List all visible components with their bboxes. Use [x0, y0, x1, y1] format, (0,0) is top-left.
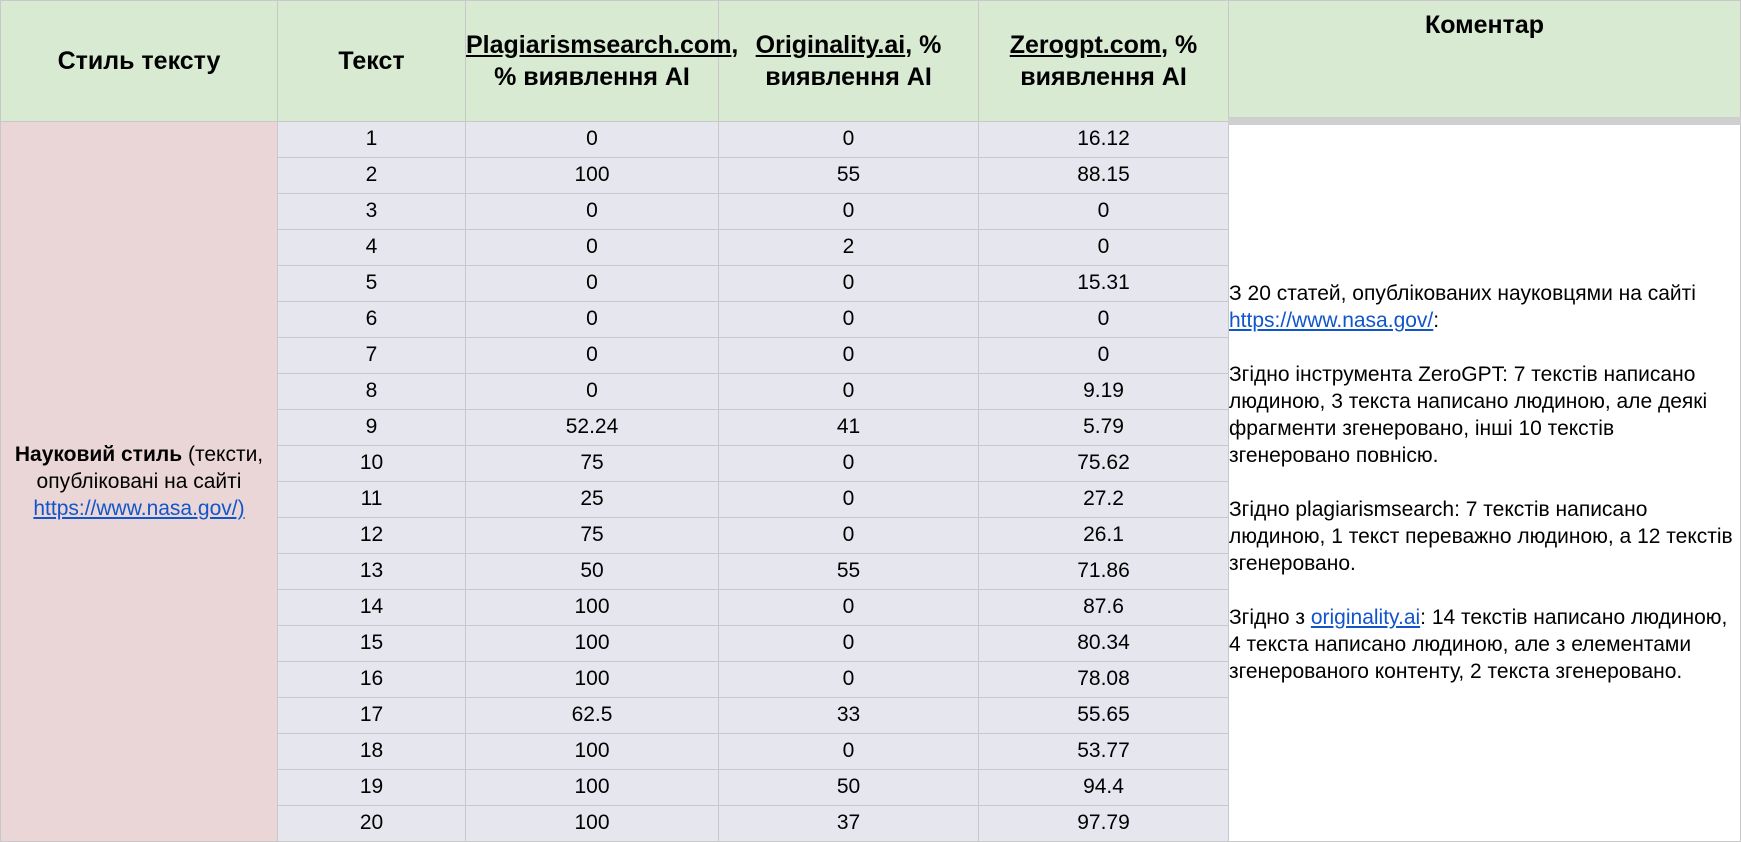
cell-text-number[interactable]: 17 — [278, 697, 466, 733]
cell-zerogpt[interactable]: 87.6 — [979, 589, 1229, 625]
cell-plagiarismsearch[interactable]: 52.24 — [466, 409, 719, 445]
comment-originality-link[interactable]: originality.ai — [1310, 606, 1421, 630]
table-body — [1, 121, 1741, 841]
cell-originality[interactable]: 0 — [719, 121, 979, 157]
cell-originality[interactable]: 0 — [719, 193, 979, 229]
cell-originality[interactable]: 0 — [719, 445, 979, 481]
cell-zerogpt[interactable]: 78.08 — [979, 661, 1229, 697]
header-text-label: Текст — [338, 46, 405, 75]
nasa-link[interactable]: https://www.nasa.gov/) — [33, 496, 245, 520]
cell-originality[interactable]: 0 — [719, 661, 979, 697]
zerogpt-link[interactable]: Zerogpt.com — [1009, 30, 1162, 59]
cell-text-number[interactable]: 11 — [278, 481, 466, 517]
cell-zerogpt[interactable]: 97.79 — [979, 805, 1229, 841]
text-style-cell[interactable] — [1, 121, 278, 841]
cell-originality[interactable]: 0 — [719, 265, 979, 301]
cell-text-number[interactable]: 10 — [278, 445, 466, 481]
comment-paragraph-2: Згідно інструмента ZeroGPT: 7 текстів написано людиною, 3 текста написано людиною, але деякі фрагменти згенеровано, інші 10 текстів згенеровано повнісю. — [1229, 363, 1708, 468]
cell-plagiarismsearch[interactable]: 100 — [466, 805, 719, 841]
cell-originality[interactable]: 0 — [719, 301, 979, 337]
cell-text-number[interactable]: 18 — [278, 733, 466, 769]
cell-zerogpt[interactable]: 16.12 — [979, 121, 1229, 157]
cell-zerogpt[interactable]: 88.15 — [979, 157, 1229, 193]
cell-text-number[interactable]: 14 — [278, 589, 466, 625]
header-text[interactable] — [278, 1, 466, 122]
cell-plagiarismsearch[interactable]: 100 — [466, 157, 719, 193]
cell-originality[interactable]: 0 — [719, 481, 979, 517]
header-plag-suffix: , % виявлення AI — [494, 30, 739, 91]
cell-originality[interactable]: 0 — [719, 517, 979, 553]
cell-zerogpt[interactable]: 94.4 — [979, 769, 1229, 805]
cell-plagiarismsearch[interactable]: 0 — [466, 373, 719, 409]
cell-plagiarismsearch[interactable]: 0 — [466, 337, 719, 373]
cell-text-number[interactable]: 12 — [278, 517, 466, 553]
cell-zerogpt[interactable]: 53.77 — [979, 733, 1229, 769]
comment-nasa-link[interactable]: https://www.nasa.gov/ — [1229, 309, 1434, 333]
cell-zerogpt[interactable]: 0 — [979, 301, 1229, 337]
cell-plagiarismsearch[interactable]: 0 — [466, 193, 719, 229]
comment-paragraph-1 — [1229, 280, 1740, 334]
cell-originality[interactable]: 0 — [719, 625, 979, 661]
table-row — [1, 121, 1741, 157]
cell-zerogpt[interactable]: 5.79 — [979, 409, 1229, 445]
cell-originality[interactable]: 50 — [719, 769, 979, 805]
cell-plagiarismsearch[interactable]: 100 — [466, 661, 719, 697]
cell-plagiarismsearch[interactable]: 0 — [466, 265, 719, 301]
cell-zerogpt[interactable]: 55.65 — [979, 697, 1229, 733]
comment-p4-text: : 14 текстів написано людиною, 4 текста написано людиною, але з елементами згенерованого контенту, 2 текста згенеровано. — [1229, 606, 1728, 684]
header-style[interactable] — [1, 1, 278, 122]
comment-p4-prefix: Згідно з — [1229, 606, 1311, 630]
header-row — [1, 1, 1741, 122]
cell-text-number[interactable]: 7 — [278, 337, 466, 373]
cell-zerogpt[interactable]: 27.2 — [979, 481, 1229, 517]
style-name: Науковий стиль — [14, 442, 183, 466]
header-originality[interactable] — [719, 1, 979, 122]
cell-zerogpt[interactable]: 75.62 — [979, 445, 1229, 481]
cell-originality[interactable]: 33 — [719, 697, 979, 733]
cell-text-number[interactable]: 6 — [278, 301, 466, 337]
header-comment-label: Коментар — [1424, 11, 1545, 39]
cell-plagiarismsearch[interactable]: 100 — [466, 589, 719, 625]
cell-text-number[interactable]: 19 — [278, 769, 466, 805]
cell-text-number[interactable]: 8 — [278, 373, 466, 409]
comment-p1-colon: : — [1433, 309, 1440, 333]
cell-zerogpt[interactable]: 0 — [979, 337, 1229, 373]
cell-zerogpt[interactable]: 0 — [979, 229, 1229, 265]
cell-plagiarismsearch[interactable]: 75 — [466, 517, 719, 553]
cell-originality[interactable]: 37 — [719, 805, 979, 841]
header-style-label: Стиль тексту — [57, 46, 221, 75]
cell-originality[interactable]: 55 — [719, 157, 979, 193]
cell-text-number[interactable]: 5 — [278, 265, 466, 301]
header-zero-suffix: , % виявлення AI — [1020, 30, 1198, 91]
cell-originality[interactable]: 41 — [719, 409, 979, 445]
cell-zerogpt[interactable]: 80.34 — [979, 625, 1229, 661]
comment-cell[interactable] — [1229, 121, 1741, 841]
cell-text-number[interactable]: 4 — [278, 229, 466, 265]
cell-originality[interactable]: 0 — [719, 373, 979, 409]
cell-originality[interactable]: 0 — [719, 733, 979, 769]
comment-paragraph-3: Згідно plagiarismsearch: 7 текстів написано людиною, 1 текст переважно людиною, а 12 текстів згенеровано. — [1229, 498, 1733, 576]
cell-plagiarismsearch[interactable]: 0 — [466, 121, 719, 157]
cell-plagiarismsearch[interactable]: 75 — [466, 445, 719, 481]
cell-text-number[interactable]: 3 — [278, 193, 466, 229]
style-description: (тексти, опубліковані на сайті — [36, 442, 264, 493]
cell-plagiarismsearch[interactable]: 0 — [466, 301, 719, 337]
cell-zerogpt[interactable]: 71.86 — [979, 553, 1229, 589]
cell-text-number[interactable]: 9 — [278, 409, 466, 445]
cell-originality[interactable]: 2 — [719, 229, 979, 265]
cell-text-number[interactable]: 15 — [278, 625, 466, 661]
cell-plagiarismsearch[interactable]: 100 — [466, 769, 719, 805]
cell-plagiarismsearch[interactable]: 62.5 — [466, 697, 719, 733]
cell-originality[interactable]: 0 — [719, 337, 979, 373]
cell-plagiarismsearch[interactable]: 50 — [466, 553, 719, 589]
cell-text-number[interactable]: 20 — [278, 805, 466, 841]
cell-zerogpt[interactable]: 15.31 — [979, 265, 1229, 301]
plagiarismsearch-link[interactable]: Plagiarismsearch.com — [466, 30, 732, 59]
cell-zerogpt[interactable]: 9.19 — [979, 373, 1229, 409]
originality-link[interactable]: Originality.ai — [755, 30, 906, 59]
comment-paragraph-4 — [1229, 604, 1740, 685]
cell-plagiarismsearch[interactable]: 100 — [466, 733, 719, 769]
header-plagiarismsearch[interactable] — [466, 1, 739, 122]
cell-text-number[interactable]: 16 — [278, 661, 466, 697]
comment-p1-text: З 20 статей, опублікованих науковцями на сайті — [1229, 282, 1696, 306]
cell-zerogpt[interactable]: 26.1 — [979, 517, 1229, 553]
cell-originality[interactable]: 55 — [719, 553, 979, 589]
cell-plagiarismsearch[interactable]: 0 — [466, 229, 719, 265]
cell-plagiarismsearch[interactable]: 25 — [466, 481, 719, 517]
header-orig-suffix: , % виявлення AI — [765, 30, 942, 91]
cell-text-number[interactable]: 1 — [278, 121, 466, 157]
header-comment[interactable] — [1229, 1, 1741, 122]
cell-plagiarismsearch[interactable]: 100 — [466, 625, 719, 661]
cell-zerogpt[interactable]: 0 — [979, 193, 1229, 229]
cell-originality[interactable]: 0 — [719, 589, 979, 625]
header-zerogpt[interactable] — [979, 1, 1229, 122]
cell-text-number[interactable]: 13 — [278, 553, 466, 589]
cell-text-number[interactable]: 2 — [278, 157, 466, 193]
